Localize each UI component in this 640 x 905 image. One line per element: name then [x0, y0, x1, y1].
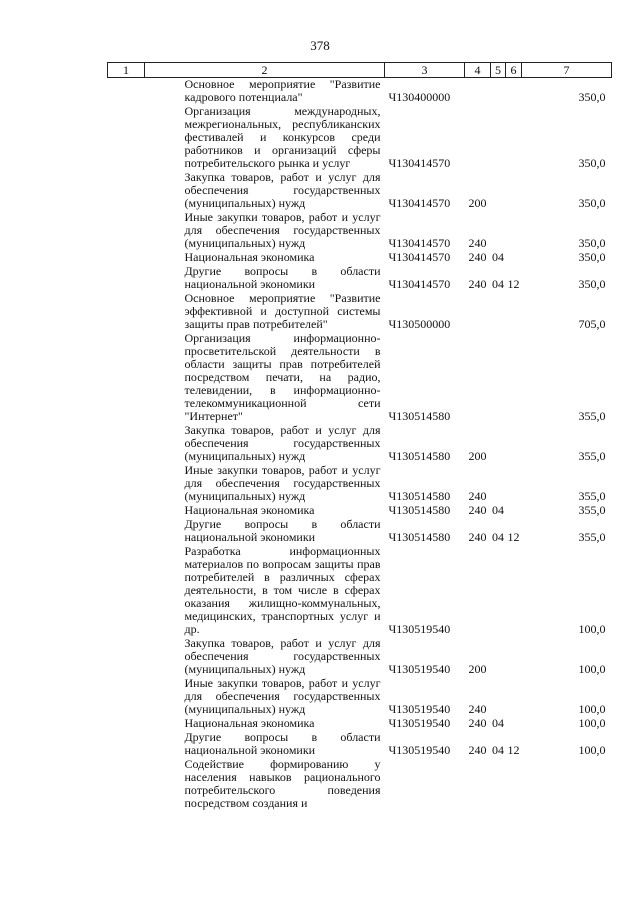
table-row — [108, 292, 612, 332]
target-code-cell: Ч130514580 — [388, 449, 451, 463]
column-header-7: 7 — [522, 63, 612, 78]
row-number-cell — [108, 292, 145, 332]
table-row — [108, 251, 612, 265]
table-row — [108, 265, 612, 292]
page-number: 378 — [310, 38, 330, 53]
section-cell — [491, 292, 506, 332]
row-number-cell — [108, 251, 145, 265]
row-name-cell: Национальная экономика — [184, 250, 315, 264]
subsection-cell — [506, 637, 522, 677]
target-code-cell: Ч130514580 — [388, 409, 451, 423]
amount-cell: 100,0 — [578, 622, 606, 636]
section-cell: 04 — [492, 743, 504, 757]
subsection-cell — [506, 504, 522, 518]
table-row — [108, 424, 612, 464]
target-code-cell: Ч130414570 — [388, 250, 451, 264]
amount-cell: 355,0 — [578, 530, 606, 544]
row-name-cell: Иные закупки товаров, работ и услуг для обеспечения государственных (муниципальных) нужд — [184, 210, 381, 250]
target-code-cell: Ч130514580 — [388, 489, 451, 503]
table-row — [108, 731, 612, 758]
table-row — [108, 637, 612, 677]
section-cell — [491, 424, 506, 464]
expense-type-cell — [465, 758, 491, 811]
expense-type-cell: 240 — [468, 236, 487, 250]
subsection-cell — [506, 717, 522, 731]
subsection-cell: 12 — [507, 530, 520, 544]
expense-type-cell: 240 — [468, 503, 487, 517]
subsection-cell — [506, 332, 522, 424]
subsection-cell — [506, 677, 522, 717]
column-header-4: 4 — [465, 63, 491, 78]
amount-cell: 350,0 — [578, 250, 606, 264]
amount-cell: 350,0 — [578, 90, 606, 104]
subsection-cell — [506, 251, 522, 265]
amount-cell: 100,0 — [578, 702, 606, 716]
amount-cell: 100,0 — [578, 662, 606, 676]
section-cell: 04 — [492, 503, 504, 517]
target-code-cell: Ч130414570 — [388, 236, 451, 250]
row-name-cell: Содействие формированию у населения навыков рационального потребительского поведения посредством создания и — [184, 757, 381, 810]
section-cell — [491, 677, 506, 717]
row-number-cell — [108, 717, 145, 731]
amount-cell: 355,0 — [578, 503, 606, 517]
subsection-cell: 12 — [507, 743, 520, 757]
target-code-cell — [385, 758, 465, 811]
row-number-cell — [108, 171, 145, 211]
expense-type-cell: 240 — [468, 489, 487, 503]
row-name-cell: Иные закупки товаров, работ и услуг для обеспечения государственных (муниципальных) нужд — [184, 676, 381, 716]
target-code-cell: Ч130500000 — [388, 317, 451, 331]
target-code-cell: Ч130514580 — [388, 503, 451, 517]
section-cell — [491, 464, 506, 504]
section-cell: 04 — [492, 530, 504, 544]
expense-type-cell: 240 — [468, 250, 487, 264]
column-header-1: 1 — [108, 63, 145, 78]
amount-cell: 355,0 — [578, 489, 606, 503]
row-number-cell — [108, 424, 145, 464]
section-cell: 04 — [492, 716, 504, 730]
amount-cell: 100,0 — [578, 716, 606, 730]
column-header-6: 6 — [506, 63, 522, 78]
expense-type-cell: 240 — [468, 702, 487, 716]
amount-cell — [522, 758, 612, 811]
table-header-row — [108, 63, 612, 78]
amount-cell: 100,0 — [578, 743, 606, 757]
subsection-cell: 12 — [507, 277, 520, 291]
expense-type-cell — [465, 545, 491, 637]
row-number-cell — [108, 504, 145, 518]
row-name-cell: Закупка товаров, работ и услуг для обеспечения государственных (муниципальных) нужд — [184, 636, 381, 676]
table-row — [108, 545, 612, 637]
expense-type-cell: 200 — [468, 196, 487, 210]
subsection-cell — [506, 758, 522, 811]
subsection-cell — [506, 292, 522, 332]
row-number-cell — [108, 677, 145, 717]
section-cell: 04 — [492, 250, 504, 264]
amount-cell: 355,0 — [578, 449, 606, 463]
row-number-cell — [108, 637, 145, 677]
expense-type-cell: 240 — [468, 716, 487, 730]
row-name-cell: Иные закупки товаров, работ и услуг для обеспечения государственных (муниципальных) нужд — [184, 463, 381, 503]
table-row — [108, 78, 612, 106]
expense-type-cell: 240 — [468, 743, 487, 757]
table-row — [108, 504, 612, 518]
row-name-cell: Основное мероприятие "Развитие кадрового потенциала" — [184, 77, 381, 104]
section-cell — [491, 758, 506, 811]
table-row — [108, 171, 612, 211]
table-row — [108, 677, 612, 717]
row-number-cell — [108, 78, 145, 106]
table-row — [108, 518, 612, 545]
target-code-cell: Ч130400000 — [388, 90, 451, 104]
section-cell — [491, 545, 506, 637]
table-row — [108, 211, 612, 251]
expense-type-cell — [465, 78, 491, 106]
section-cell: 04 — [492, 277, 504, 291]
section-cell — [491, 105, 506, 171]
row-number-cell — [108, 211, 145, 251]
table-row — [108, 758, 612, 811]
row-number-cell — [108, 265, 145, 292]
target-code-cell: Ч130519540 — [388, 743, 451, 757]
target-code-cell: Ч130414570 — [388, 196, 451, 210]
target-code-cell: Ч130519540 — [388, 622, 451, 636]
subsection-cell — [506, 211, 522, 251]
target-code-cell: Ч130414570 — [388, 156, 451, 170]
row-name-cell: Организация международных, межрегиональных, республиканских фестивалей и конкурсов среди работников и организаций сферы потребительского рынка и услуг — [184, 104, 381, 170]
amount-cell: 355,0 — [578, 409, 606, 423]
section-cell — [491, 78, 506, 106]
subsection-cell — [506, 171, 522, 211]
target-code-cell: Ч130519540 — [388, 702, 451, 716]
subsection-cell — [506, 424, 522, 464]
table-row — [108, 464, 612, 504]
row-name-cell: Основное мероприятие "Развитие эффективной и доступной системы защиты прав потребителей" — [184, 291, 381, 331]
target-code-cell: Ч130519540 — [388, 716, 451, 730]
target-code-cell: Ч130514580 — [388, 530, 451, 544]
table-row — [108, 332, 612, 424]
row-name-cell: Закупка товаров, работ и услуг для обеспечения государственных (муниципальных) нужд — [184, 423, 381, 463]
expense-type-cell — [465, 105, 491, 171]
section-cell — [491, 332, 506, 424]
row-name-cell: Другие вопросы в области национальной экономики — [184, 730, 381, 757]
target-code-cell: Ч130414570 — [388, 277, 451, 291]
column-header-3: 3 — [385, 63, 465, 78]
subsection-cell — [506, 78, 522, 106]
table-body — [108, 78, 612, 812]
expense-type-cell — [465, 332, 491, 424]
amount-cell: 350,0 — [578, 277, 606, 291]
row-number-cell — [108, 731, 145, 758]
column-header-2: 2 — [145, 63, 385, 78]
row-name-cell: Организация информационно-просветительской деятельности в области защиты прав потребителей посредством печати, на радио, телевидении, в информационно-телекоммуникационной сети "Интернет" — [184, 331, 381, 423]
column-header-5: 5 — [491, 63, 506, 78]
row-number-cell — [108, 464, 145, 504]
expense-type-cell: 240 — [468, 277, 487, 291]
section-cell — [491, 637, 506, 677]
row-number-cell — [108, 518, 145, 545]
expense-type-cell: 200 — [468, 449, 487, 463]
expense-type-cell: 200 — [468, 662, 487, 676]
amount-cell: 350,0 — [578, 236, 606, 250]
amount-cell: 705,0 — [578, 317, 606, 331]
row-number-cell — [108, 105, 145, 171]
expense-type-cell: 240 — [468, 530, 487, 544]
row-name-cell: Другие вопросы в области национальной экономики — [184, 264, 381, 291]
row-number-cell — [108, 758, 145, 811]
expense-type-cell — [465, 292, 491, 332]
table-row — [108, 717, 612, 731]
budget-table — [107, 62, 612, 811]
target-code-cell: Ч130519540 — [388, 662, 451, 676]
row-name-cell: Национальная экономика — [184, 716, 315, 730]
section-cell — [491, 211, 506, 251]
row-number-cell — [108, 545, 145, 637]
row-name-cell: Национальная экономика — [184, 503, 315, 517]
table-row — [108, 105, 612, 171]
row-name-cell: Закупка товаров, работ и услуг для обеспечения государственных (муниципальных) нужд — [184, 170, 381, 210]
row-number-cell — [108, 332, 145, 424]
amount-cell: 350,0 — [578, 156, 606, 170]
subsection-cell — [506, 464, 522, 504]
subsection-cell — [506, 545, 522, 637]
row-name-cell: Разработка информационных материалов по вопросам защиты прав потребителей в различных сферах деятельности, в том числе в сферах оказания жилищно-коммунальных, медицинских, транспортных услуг и др. — [184, 544, 381, 636]
amount-cell: 350,0 — [578, 196, 606, 210]
subsection-cell — [506, 105, 522, 171]
section-cell — [491, 171, 506, 211]
row-name-cell: Другие вопросы в области национальной экономики — [184, 517, 381, 544]
